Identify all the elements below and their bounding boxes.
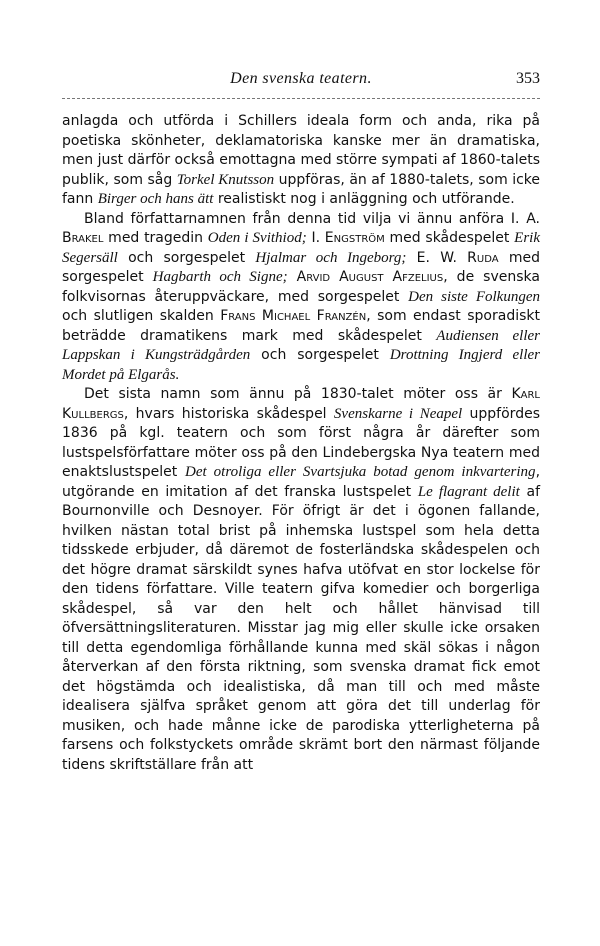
paragraph xyxy=(62,112,540,210)
text-run: realistiskt nog i anläggning och utförande. xyxy=(213,191,515,207)
text-run: med sorgespelet xyxy=(62,249,540,285)
work-title: Den siste Folkungen xyxy=(408,288,540,305)
work-title: Birger och hans ätt xyxy=(97,191,214,207)
page-header xyxy=(62,70,540,96)
text-run xyxy=(288,269,297,285)
body-text xyxy=(62,112,540,775)
text-run: af Bournonville och Desnoyer. För öfrigt är det i ögonen fallande, hvilken nästan total brist på inhemska lustspel som hela detta tidsskede erbjuder, då däremot de fosterländska skådespelen och det högre dramat särskildt synes hafva utöfvat en stor lockelse för den tidens författare. Ville teatern gifva komedier och borgerliga skådespel, så var den helt och hållet hänvisad till öfversättningsliteraturen. Misstar jag mig eller skulle icke orsaken till detta egendomliga förhållande kunna med skäl sökas i någon återverkan af den första riktning, som svenska dramat fick emot det högstämda och idealistiska, då man till och med måste idealisera själfva språket genom att göra det till underlag för musiken, och hade månne icke de parodiska ytterligheterna på farsens och folkstyckets område skrämt bort den närmast följande tidens skriftställare från att xyxy=(62,483,541,773)
work-title: Drottning Ingjerd eller Mordet på Elgarås. xyxy=(62,347,540,383)
text-run: E. W. xyxy=(406,249,468,266)
work-title: Audiensen eller Lappskan i Kungsträdgården xyxy=(62,327,540,363)
work-title: Svenskarne i Neapel xyxy=(333,405,463,422)
work-title: Hagbarth och Signe; xyxy=(152,269,288,285)
text-run: Det sista namn som ännu på 1830-talet möter oss är xyxy=(84,386,512,402)
author-name: Engström xyxy=(324,230,385,246)
text-run: , de svenska folkvisornas återuppväckare, med sorgespelet xyxy=(62,269,540,305)
text-run: med tragedin xyxy=(103,230,208,246)
running-title: Den svenska teatern. xyxy=(230,70,372,87)
work-title: Hjalmar och Ingeborg; xyxy=(255,249,407,266)
page-number: 353 xyxy=(516,70,540,87)
author-name: Frans Michael Franzén xyxy=(220,308,367,324)
text-run: Bland författarnamnen från denna tid vilja vi ännu anföra I. A. xyxy=(84,210,540,227)
text-run: med skådespelet xyxy=(384,230,515,246)
paragraph xyxy=(62,385,540,775)
header-rule xyxy=(62,98,540,99)
text-run: , som endast sporadiskt beträdde dramatikens mark med skådespelet xyxy=(62,308,540,344)
text-run: och slutligen skalden xyxy=(62,308,221,324)
work-title: Oden i Svithiod; xyxy=(207,230,307,246)
text-run: uppföras, än af 1880-talets, som icke fann xyxy=(62,171,541,207)
author-name: Ruda xyxy=(467,249,499,266)
text-run: och sorgespelet xyxy=(250,347,390,363)
text-run: I. xyxy=(306,230,325,246)
work-title: Det otroliga eller Svartsjuka botad genom inkvartering xyxy=(185,464,536,480)
text-run: , utgörande en imitation af det franska lustspelet xyxy=(62,464,541,500)
work-title: Le flagrant delit xyxy=(417,483,520,500)
author-name: Karl Kullbergs xyxy=(62,386,540,422)
text-run: anlagda och utförda i Schillers ideala form och anda, rika på poetiska skönheter, deklamatoriska kanske mer än dramatiska, men just därför också emottagna med större sympati af 1860-talets publik, som såg xyxy=(62,113,540,188)
text-run: , hvars historiska skådespel xyxy=(123,405,334,422)
work-title: Torkel Knutsson xyxy=(176,171,275,188)
text-run: uppfördes 1836 på kgl. teatern och som först några år därefter som lustspelsförfattare möter oss på den Lindebergska Nya teatern med enaktslustspelet xyxy=(62,405,540,480)
work-title: Erik Segersäll xyxy=(62,230,540,266)
author-name: Brakel xyxy=(62,230,104,246)
text-run: och sorgespelet xyxy=(117,249,256,266)
author-name: Arvid August Afzelius xyxy=(296,269,444,285)
paragraph xyxy=(62,210,540,386)
